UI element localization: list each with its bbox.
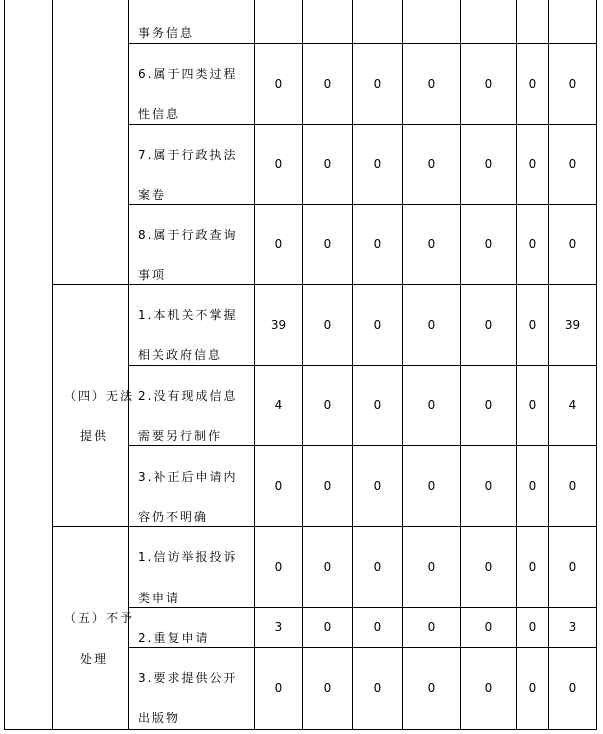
value-cell-r6-c0: 0 <box>274 479 283 493</box>
value-cell-r4-c4: 0 <box>484 318 493 332</box>
value-cell-r5-c6: 4 <box>568 398 577 412</box>
value-cell-r5-c5: 0 <box>528 398 537 412</box>
group-label-buyu-line1: （五）不予 <box>64 611 135 625</box>
value-cell-r7-c1: 0 <box>323 560 332 574</box>
row-label-r2-l1: 7.属于行政执法 <box>138 148 238 162</box>
value-cell-r9-c3: 0 <box>427 681 436 695</box>
value-cell-r8-c5: 0 <box>528 620 537 634</box>
disclosure-table <box>4 0 597 730</box>
value-cell-r3-c5: 0 <box>528 237 537 251</box>
value-cell-r6-c2: 0 <box>373 479 382 493</box>
value-cell-r1-c5: 0 <box>528 77 537 91</box>
grid-hline-2 <box>128 124 597 125</box>
value-cell-r4-c5: 0 <box>528 318 537 332</box>
value-cell-r4-c3: 0 <box>427 318 436 332</box>
row-label-r0-l1: 事务信息 <box>138 26 195 40</box>
value-cell-r2-c4: 0 <box>484 157 493 171</box>
value-cell-r1-c4: 0 <box>484 77 493 91</box>
row-label-r7-l2: 类申请 <box>138 591 181 605</box>
grid-hline-9 <box>128 647 597 648</box>
row-label-r9-l1: 3.要求提供公开 <box>138 671 238 685</box>
row-label-r1-l1: 6.属于四类过程 <box>138 67 238 81</box>
row-label-r7-l1: 1.信访举报投诉 <box>138 550 238 564</box>
value-cell-r8-c1: 0 <box>323 620 332 634</box>
value-cell-r7-c3: 0 <box>427 560 436 574</box>
row-label-r1-l2: 性信息 <box>138 107 181 121</box>
value-cell-r9-c4: 0 <box>484 681 493 695</box>
value-cell-r9-c5: 0 <box>528 681 537 695</box>
value-cell-r9-c6: 0 <box>568 681 577 695</box>
value-cell-r2-c0: 0 <box>274 157 283 171</box>
value-cell-r8-c4: 0 <box>484 620 493 634</box>
row-label-r4-l2: 相关政府信息 <box>138 348 223 362</box>
value-cell-r6-c3: 0 <box>427 479 436 493</box>
value-cell-r7-c0: 0 <box>274 560 283 574</box>
value-cell-r5-c3: 0 <box>427 398 436 412</box>
row-label-r5-l1: 2.没有现成信息 <box>138 389 238 403</box>
value-cell-r8-c3: 0 <box>427 620 436 634</box>
value-cell-r4-c2: 0 <box>373 318 382 332</box>
value-cell-r1-c0: 0 <box>274 77 283 91</box>
value-cell-r8-c6: 3 <box>568 620 577 634</box>
value-cell-r1-c2: 0 <box>373 77 382 91</box>
value-cell-r7-c4: 0 <box>484 560 493 574</box>
value-cell-r2-c2: 0 <box>373 157 382 171</box>
value-cell-r4-c6: 39 <box>564 318 581 332</box>
grid-hline-bottom <box>4 729 597 730</box>
value-cell-r2-c6: 0 <box>568 157 577 171</box>
value-cell-r2-c1: 0 <box>323 157 332 171</box>
grid-hline-1 <box>128 43 597 44</box>
value-cell-r9-c0: 0 <box>274 681 283 695</box>
value-cell-r3-c1: 0 <box>323 237 332 251</box>
row-label-r4-l1: 1.本机关不掌握 <box>138 308 238 322</box>
value-cell-r3-c3: 0 <box>427 237 436 251</box>
value-cell-r5-c2: 0 <box>373 398 382 412</box>
value-cell-r7-c6: 0 <box>568 560 577 574</box>
group-label-wufa-line1: （四）无法 <box>64 389 135 403</box>
value-cell-r6-c4: 0 <box>484 479 493 493</box>
row-label-r3-l1: 8.属于行政查询 <box>138 228 238 242</box>
group-label-wufa-line2: 提供 <box>80 429 109 443</box>
value-cell-r1-c6: 0 <box>568 77 577 91</box>
value-cell-r1-c3: 0 <box>427 77 436 91</box>
group-label-buyu-line2: 处理 <box>80 652 109 666</box>
value-cell-r8-c0: 3 <box>274 620 283 634</box>
value-cell-r3-c4: 0 <box>484 237 493 251</box>
value-cell-r4-c0: 39 <box>270 318 287 332</box>
value-cell-r2-c3: 0 <box>427 157 436 171</box>
grid-hline-6 <box>128 445 597 446</box>
row-label-r6-l1: 3.补正后申请内 <box>138 470 238 484</box>
value-cell-r7-c2: 0 <box>373 560 382 574</box>
value-cell-r3-c6: 0 <box>568 237 577 251</box>
grid-vline-0 <box>4 0 5 730</box>
row-label-r5-l2: 需要另行制作 <box>138 429 223 443</box>
grid-hline-8 <box>128 607 597 608</box>
row-label-r2-l2: 案卷 <box>138 188 167 202</box>
value-cell-r9-c2: 0 <box>373 681 382 695</box>
value-cell-r5-c0: 4 <box>274 398 283 412</box>
value-cell-r5-c1: 0 <box>323 398 332 412</box>
value-cell-r6-c6: 0 <box>568 479 577 493</box>
grid-hline-3 <box>128 204 597 205</box>
grid-hline-4 <box>52 284 597 285</box>
row-label-r6-l2: 容仍不明确 <box>138 510 209 524</box>
value-cell-r5-c4: 0 <box>484 398 493 412</box>
value-cell-r6-c1: 0 <box>323 479 332 493</box>
row-label-r9-l2: 出版物 <box>138 711 181 725</box>
value-cell-r3-c2: 0 <box>373 237 382 251</box>
value-cell-r1-c1: 0 <box>323 77 332 91</box>
value-cell-r9-c1: 0 <box>323 681 332 695</box>
value-cell-r4-c1: 0 <box>323 318 332 332</box>
value-cell-r8-c2: 0 <box>373 620 382 634</box>
value-cell-r3-c0: 0 <box>274 237 283 251</box>
value-cell-r6-c5: 0 <box>528 479 537 493</box>
grid-vline-1 <box>52 0 53 730</box>
row-label-r3-l2: 事项 <box>138 268 167 282</box>
grid-hline-7 <box>52 526 597 527</box>
value-cell-r7-c5: 0 <box>528 560 537 574</box>
value-cell-r2-c5: 0 <box>528 157 537 171</box>
grid-hline-5 <box>128 365 597 366</box>
row-label-r8-l1: 2.重复申请 <box>138 631 210 645</box>
